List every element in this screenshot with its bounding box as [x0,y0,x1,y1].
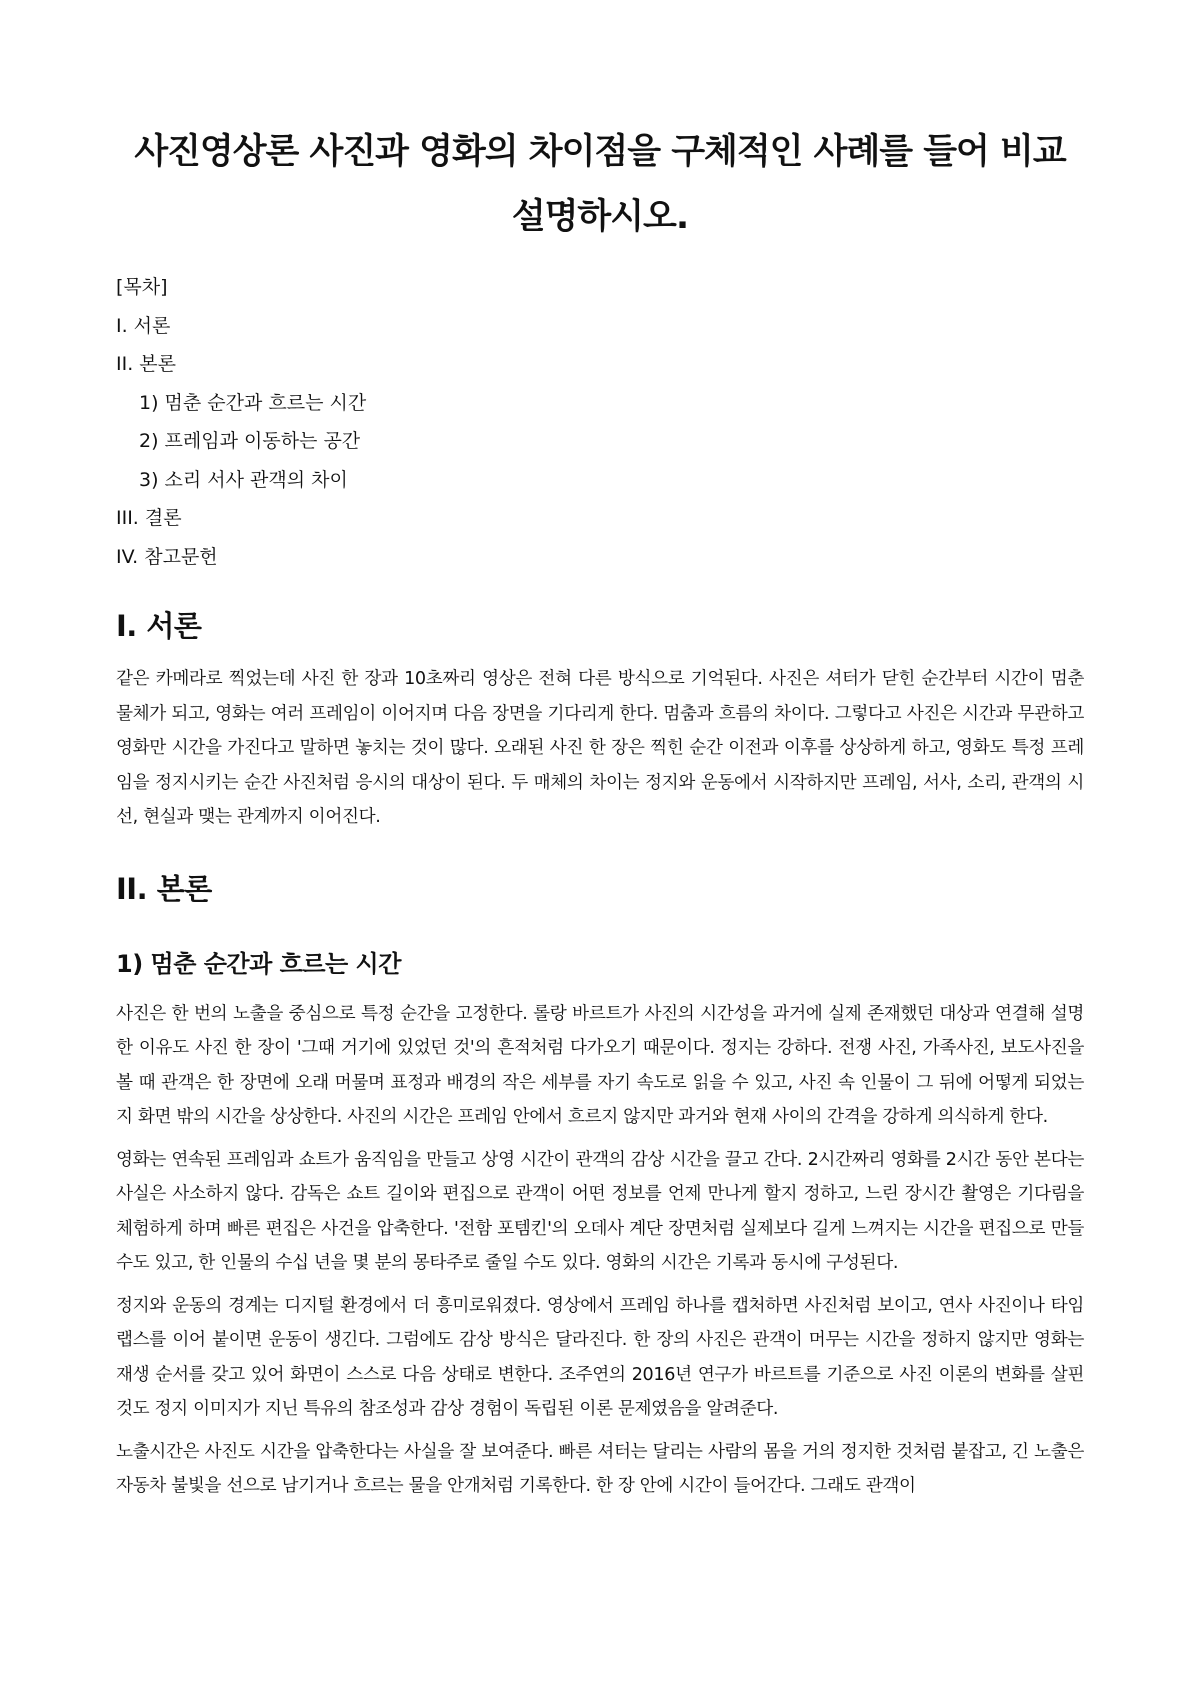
body-paragraph: 사진은 한 번의 노출을 중심으로 특정 순간을 고정한다. 롤랑 바르트가 사진의 시간성을 과거에 실제 존재했던 대상과 연결해 설명한 이유도 사진 한 장이 '그때 거기에 있었던 것'의 흔적처럼 다가오기 때문이다. 정지는 강하다. 전쟁 사진, 가족사진, 보도사진을 볼 때 관객은 한 장면에 오래 머물며 표정과 배경의 작은 세부를 자기 속도로 읽을 수 있고, 사진 속 인물이 그 뒤에 어떻게 되었는지 화면 밖의 시간을 상상한다. 사진의 시간은 프레임 안에서 흐르지 않지만 과거와 현재 사이의 간격을 강하게 의식하게 한다. [116,1003,1084,1127]
body-paragraph: 정지와 운동의 경계는 디지털 환경에서 더 흥미로워졌다. 영상에서 프레임 하나를 캡처하면 사진처럼 보이고, 연사 사진이나 타임랩스를 이어 붙이면 운동이 생긴다. 그럼에도 감상 방식은 달라진다. 한 장의 사진은 관객이 머무는 시간을 정하지 않지만 영화는 재생 순서를 갖고 있어 화면이 스스로 다음 상태로 변한다. 조주연의 2016년 연구가 바르트를 기준으로 사진 이론의 변화를 살핀 것도 정지 이미지가 지닌 특유의 참조성과 감상 경험이 독립된 이론 문제였음을 알려준다. [116,1295,1084,1419]
toc-heading: [목차] [116,276,168,298]
table-of-contents [116,268,1084,576]
toc-item-conclusion: III. 결론 [116,507,182,529]
intro-paragraph: 같은 카메라로 찍었는데 사진 한 장과 10초짜리 영상은 전혀 다른 방식으로 기억된다. 사진은 셔터가 닫힌 순간부터 시간이 멈춘 물체가 되고, 영화는 여러 프레임이 이어지며 다음 장면을 기다리게 한다. 멈춤과 흐름의 차이다. 그렇다고 사진은 시간과 무관하고 영화만 시간을 가진다고 말하면 놓치는 것이 많다. 오래된 사진 한 장은 찍힌 순간 이전과 이후를 상상하게 하고, 영화도 특정 프레임을 정지시키는 순간 사진처럼 응시의 대상이 된다. 두 매체의 차이는 정지와 운동에서 시작하지만 프레임, 서사, 소리, 관객의 시선, 현실과 맺는 관계까지 이어진다. [116,669,1084,827]
body-paragraph: 노출시간은 사진도 시간을 압축한다는 사실을 잘 보여준다. 빠른 셔터는 달리는 사람의 몸을 거의 정지한 것처럼 붙잡고, 긴 노출은 자동차 불빛을 선으로 남기거나 흐르는 물을 안개처럼 기록한다. 한 장 안에 시간이 들어간다. 그래도 관객이 [116,1441,1084,1496]
document-title: 사진영상론 사진과 영화의 차이점을 구체적인 사례를 들어 비교 설명하시오. [134,132,1066,237]
toc-item-intro: I. 서론 [116,314,171,337]
subsection-heading-1: 1) 멈춘 순간과 흐르는 시간 [116,949,401,978]
toc-item-sub1: 1) 멈춘 순간과 흐르는 시간 [139,391,367,414]
body-paragraph: 영화는 연속된 프레임과 쇼트가 움직임을 만들고 상영 시간이 관객의 감상 시간을 끌고 간다. 2시간짜리 영화를 2시간 동안 본다는 사실은 사소하지 않다. 감독은 쇼트 길이와 편집으로 관객이 어떤 정보를 언제 만나게 할지 정하고, 느린 장시간 촬영은 기다림을 체험하게 하며 빠른 편집은 사건을 압축한다. '전함 포템킨'의 오데사 계단 장면처럼 실제보다 길게 느껴지는 시간을 편집으로 만들 수도 있고, 한 인물의 수십 년을 몇 분의 몽타주로 줄일 수도 있다. 영화의 시간은 기록과 동시에 구성된다. [116,1149,1084,1273]
document-page [116,0,1084,1504]
toc-item-body: II. 본론 [116,353,176,375]
section-heading-body: II. 본론 [116,871,212,906]
section-heading-intro: I. 서론 [116,609,202,643]
toc-item-sub2: 2) 프레임과 이동하는 공간 [139,430,361,452]
toc-item-sub3: 3) 소리 서사 관객의 차이 [139,468,348,491]
toc-item-references: IV. 참고문헌 [116,545,218,568]
